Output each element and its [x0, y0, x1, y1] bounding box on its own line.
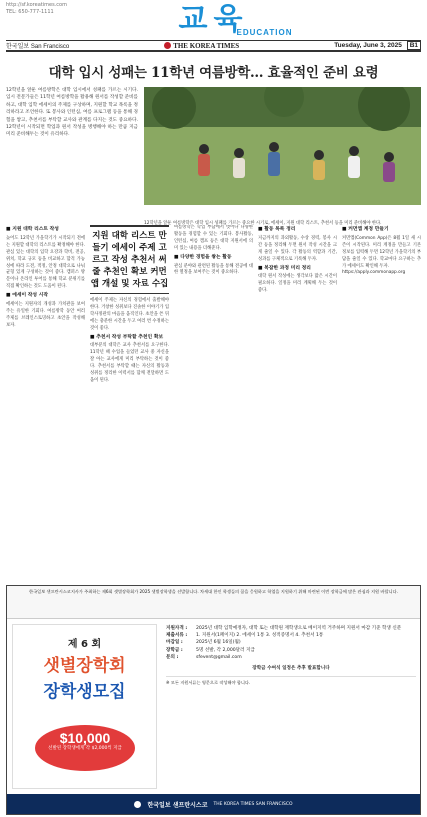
poster-title: 샛별장학회 — [43, 656, 126, 676]
info-value: 1. 지원서(1페이지) 2. 에세이 1통 3. 성적증명서 4. 추천서 1통 — [196, 633, 324, 639]
subhead-activities: ■ 활동 목록 정리 — [258, 227, 296, 232]
column-4-text: 지금까지의 과외활동, 수상 경력, 봉사 시간 등을 정리해 두면 원서 작성 시간을 크게 줄일 수 있다. 각 활동의 역할과 기간, 성과를 구체적으로 기록해 두자. — [258, 235, 337, 262]
column-4-text-2: 대학 원서 작성에는 생각보다 많은 시간이 필요하다. 일정을 미리 계획해 두는 것이 좋다. — [258, 274, 337, 294]
column-1-text-2: 에세이는 지원자의 개성과 가치관을 보여주는 유일한 기회다. 여름방학 동안 여러 주제를 브레인스토밍하고 초안을 작성해 보자. — [6, 302, 85, 328]
students-campus-photo — [144, 87, 421, 205]
info-value: 2025년 6월 16일(월) — [196, 640, 241, 646]
korea-times-logo-icon — [164, 42, 171, 49]
column-5-text: 커먼앱(Common App)은 8월 1일 새 시즌이 시작된다. 미리 계정을 만들고 기본 정보를 입력해 두면 12학년 가을학기의 부담을 줄일 수 있다. 학교마다 요구하는 추가 에세이도 확인해 두자. — [342, 235, 421, 269]
column-2 — [90, 225, 169, 500]
info-key: 장학금 : — [166, 647, 183, 653]
subhead-experience: ■ 다양한 경험을 쌓는 활동 — [174, 254, 232, 260]
info-row — [166, 625, 416, 632]
article-headline: 대학 입시 성패는 11학년 여름방학… 효율적인 준비 요령 — [48, 65, 379, 81]
masthead-contact — [6, 2, 67, 16]
section-title-english: EDUCATION — [236, 28, 293, 37]
info-key: 지원자격 : — [166, 626, 188, 631]
masthead — [6, 0, 421, 52]
article-columns — [6, 225, 421, 500]
prize-badge — [35, 725, 135, 771]
info-key: 제출서류 : — [166, 633, 188, 639]
column-4 — [258, 225, 337, 500]
paper-name-korean: 한국일보 San Francisco — [6, 44, 70, 50]
column-3-text-2: 관심 분야와 관련된 활동을 통해 전공에 대한 열정을 보여주는 것이 중요하다. — [174, 263, 253, 276]
summary-box — [90, 225, 169, 294]
scholarship-poster — [12, 624, 157, 789]
poster-edition: 제 6 회 — [67, 639, 102, 650]
subhead-recommender: ■ 추천서 작성 부탁할 추천인 확보 — [90, 334, 164, 340]
masthead-url: http://sf.koreatimes.com — [6, 2, 67, 8]
info-row — [166, 654, 416, 661]
column-3 — [174, 225, 253, 500]
info-value: 5명 선발, 각 2,000달러 지급 — [196, 647, 255, 653]
column-5 — [342, 225, 421, 500]
paper-logo — [164, 42, 239, 50]
column-2-text: 에세이 주제는 자신의 경험에서 출발해야 한다. 거창한 성취보다 진솔한 이야기가 입학사정관의 마음을 움직인다. 초안을 쓴 뒤에는 충분한 시간을 두고 여러 번 수정하는 것이 좋다. — [90, 298, 169, 331]
issue-date-wrap — [334, 42, 421, 49]
ad-header: 한국일보 샌프란시스코지사가 주최하는 제6회 샛별장학회가 2025 샛별장학생을 선발합니다. 차세대 한인 학생들의 꿈을 응원하고 학업을 지원하기 위해 마련된 이번 장학금에 많은 관심과 지원 바랍니다. — [7, 586, 420, 619]
article-lede: 12학년을 앞둔 여름방학은 대학 입시에서 성패를 가르는 시기다. 입시 전문가들은 11학년 여름방학을 활용해 원서를 작성할 준비를 하고, 대학 입학 에세이의 주제를 구상하며, 지원할 학교 목록을 정리하라고 조언한다. 또 봉사와 인턴십, 여름 프로그램 등을 통해 경험을 쌓고, 추천서를 부탁할 교사와 관계를 다지는 것도 중요하다. 12학년이 시작되면 학업과 원서 작성을 병행해야 하는 만큼 지금 미리 준비해두는 것이 유리하다. — [6, 88, 138, 138]
subhead-process: ■ 복잡한 과정 미리 정리 — [258, 265, 311, 271]
subhead-college-list: ■ 지원 대학 리스트 작성 — [6, 227, 59, 232]
poster-subtitle: 장학생모집 — [43, 682, 126, 702]
ad-footer — [7, 794, 420, 814]
common-app-link[interactable]: https://apply.commonapp.org — [342, 270, 406, 276]
footer-english: THE KOREA TIMES SAN FRANCISCO — [213, 801, 293, 807]
info-row — [166, 647, 416, 654]
subhead-essay: ■ 에세이 작성 시작 — [6, 293, 48, 299]
column-2-text-2: 대부분의 대학은 교사 추천서를 요구한다. 11학년 때 수업을 들었던 교사 중 자신을 잘 아는 교사에게 미리 부탁하는 것이 좋다. 추천서를 부탁할 때는 자신의 활동과 성취를 정리한 이력서를 함께 전달하면 도움이 된다. — [90, 343, 169, 383]
info-key: 마감일 : — [166, 640, 183, 646]
summary-box-text: 지원 대학 리스트 만들기 에세이 주제 고르고 작성 추천서 써줄 추천인 확보 커먼앱 개설 및 자료 수집 — [90, 231, 169, 289]
ad-body — [7, 619, 420, 794]
info-value[interactable]: sfevent@gmail.com — [196, 654, 242, 660]
prize-note: 선발된 장학생에게 각 $2,000씩 지급 — [48, 746, 122, 751]
info-row — [166, 639, 416, 646]
column-1-text: 늦어도 12학년 가을학기가 시작되기 전에는 지원할 대학의 리스트를 확정해야 한다. 관심 있는 대학의 입학 요강과 학비, 전공, 위치, 학교 규모 등을 비교하고 합격 가능성에 따라 도전, 적정, 안정 대학으로 나눠 균형 있게 구성하는 것이 좋다. 캠퍼스 방문이나 온라인 투어를 통해 학교 분위기를 직접 확인하는 것도 도움이 된다. — [6, 235, 85, 290]
info-key: 문의 : — [166, 654, 179, 660]
footer-korean: 한국일보 샌프란시스코 — [147, 801, 208, 809]
column-1 — [6, 225, 85, 500]
photo-caption: 12학년을 앞둔 여름방학은 대학 입시 성패를 가르는 중요한 시기로, 에세이, 지원 대학 리스트, 추천서 등을 미리 준비해야 한다. — [144, 221, 382, 226]
subhead-common-app: ■ 커먼앱 계정 만들기 — [342, 227, 389, 232]
masthead-bar — [6, 40, 421, 52]
section-title-korean: 교육 — [178, 2, 249, 37]
masthead-tel: TEL: 650-777-1111 — [6, 9, 54, 15]
scholarship-ad — [6, 585, 421, 815]
ad-notes: ※ 모든 지원서류는 영문으로 작성해야 합니다. — [166, 676, 416, 686]
photo-block — [144, 87, 421, 226]
article-photo — [144, 87, 421, 219]
column-3-text: 여름방학은 학업 부담에서 벗어나 다양한 활동을 경험할 수 있는 기회다. 봉사활동, 인턴십, 여름 캠프 등은 대학 지원서에 의미 있는 내용을 더해준다. — [174, 225, 253, 251]
info-row — [166, 632, 416, 639]
korea-times-footer-logo-icon — [134, 801, 141, 808]
section-title — [178, 2, 293, 37]
issue-date: Tuesday, June 3, 2025 — [334, 42, 402, 49]
page-number: B1 — [407, 41, 421, 50]
ad-info — [162, 619, 420, 794]
info-value: 2025년 대학 입학예정자, 대학 또는 대학원 재학생으로 베이지역 거주하며 지원서 마감 기준 학생 신분 — [196, 626, 402, 631]
paper-name-english: THE KOREA TIMES — [173, 41, 240, 50]
prize-amount: $10,000 — [59, 730, 111, 746]
ceremony-note: 장학금 수여식 일정은 추후 발표합니다 — [252, 666, 330, 672]
article-top — [6, 87, 421, 226]
